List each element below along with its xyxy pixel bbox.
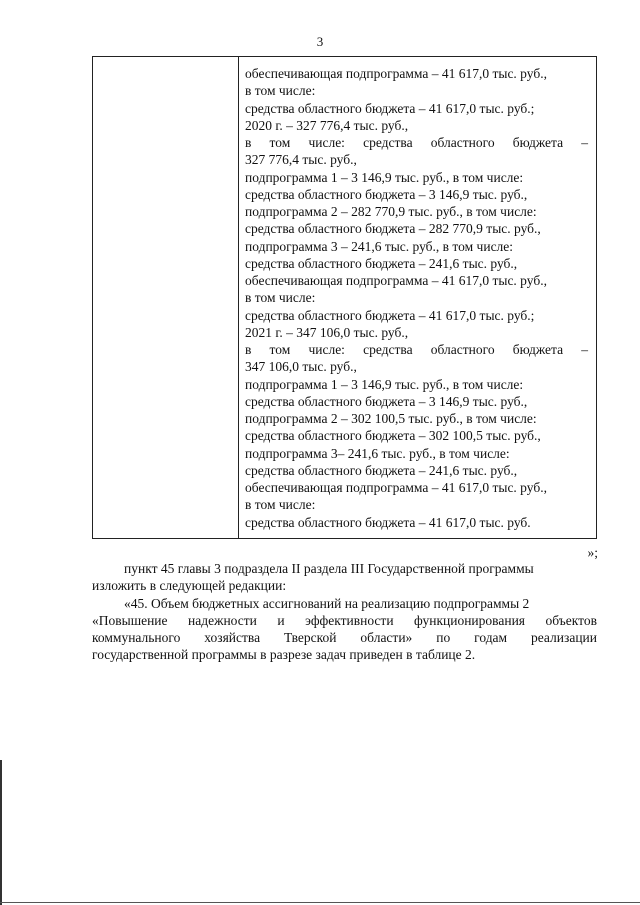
table-cell-line: средства областного бюджета – 241,6 тыс. руб., bbox=[245, 462, 518, 478]
table-cell-line: обеспечивающая подпрограмма – 41 617,0 тыс. руб., bbox=[245, 273, 547, 288]
table-cell-line: средства областного бюджета – 282 770,9 тыс. руб., bbox=[245, 221, 541, 237]
table-cell-line: в том числе: средства областного бюджета – bbox=[245, 135, 588, 150]
table-cell-line: 2020 г. – 327 776,4 тыс. руб., bbox=[245, 117, 409, 133]
paragraph-line: «45. Объем бюджетных ассигнований на реализацию подпрограммы 2 bbox=[124, 595, 530, 611]
table-cell-line: в том числе: bbox=[245, 83, 316, 99]
table-cell-line: в том числе: средства областного бюджета – bbox=[245, 342, 588, 357]
table-cell-line: средства областного бюджета – 41 617,0 тыс. руб.; bbox=[245, 100, 535, 116]
table-cell-line: обеспечивающая подпрограмма – 41 617,0 тыс. руб., bbox=[245, 480, 547, 495]
closing-quote: »; bbox=[587, 545, 598, 560]
table-column-divider bbox=[238, 57, 239, 538]
table-cell-line: 327 776,4 тыс. руб., bbox=[245, 152, 357, 168]
table-cell-line: средства областного бюджета – 41 617,0 тыс. руб.; bbox=[245, 307, 535, 323]
table-cell-line: подпрограмма 2 – 282 770,9 тыс. руб., в том числе: bbox=[245, 204, 537, 219]
table-cell-line: обеспечивающая подпрограмма – 41 617,0 тыс. руб., bbox=[245, 66, 547, 81]
budget-table bbox=[92, 56, 597, 539]
paragraph-line: пункт 45 главы 3 подраздела II раздела III Государственной программы bbox=[124, 561, 534, 576]
table-cell-line: подпрограмма 3– 241,6 тыс. руб., в том числе: bbox=[245, 445, 510, 461]
table-cell-line: средства областного бюджета – 41 617,0 тыс. руб. bbox=[245, 514, 531, 530]
page-number: 3 bbox=[316, 34, 324, 49]
table-cell-line: 2021 г. – 347 106,0 тыс. руб., bbox=[245, 324, 409, 340]
table-cell-line: 347 106,0 тыс. руб., bbox=[245, 359, 357, 375]
paragraph-line: государственной программы в разрезе задач приведен в таблице 2. bbox=[92, 647, 476, 663]
scan-edge-line bbox=[0, 760, 2, 905]
table-cell-line: средства областного бюджета – 302 100,5 тыс. руб., bbox=[245, 428, 541, 444]
table-cell-line: средства областного бюджета – 241,6 тыс. руб., bbox=[245, 255, 518, 271]
table-cell-line: в том числе: bbox=[245, 290, 316, 306]
paragraph-line: коммунального хозяйства Тверской области» по годам реализации bbox=[92, 630, 597, 645]
table-cell-line: средства областного бюджета – 3 146,9 тыс. руб., bbox=[245, 393, 528, 409]
table-cell-line: подпрограмма 1 – 3 146,9 тыс. руб., в том числе: bbox=[245, 169, 524, 185]
body-text bbox=[92, 560, 597, 664]
table-cell-line: в том числе: bbox=[245, 497, 316, 513]
table-cell-line: подпрограмма 1 – 3 146,9 тыс. руб., в том числе: bbox=[245, 376, 524, 392]
table-cell-line: средства областного бюджета – 3 146,9 тыс. руб., bbox=[245, 186, 528, 202]
scan-bottom-edge bbox=[0, 902, 640, 903]
table-cell-line: подпрограмма 2 – 302 100,5 тыс. руб., в том числе: bbox=[245, 411, 537, 426]
table-right-cell bbox=[245, 65, 588, 531]
paragraph-line: изложить в следующей редакции: bbox=[92, 578, 287, 594]
paragraph-line: «Повышение надежности и эффективности функционирования объектов bbox=[92, 612, 597, 628]
table-cell-line: подпрограмма 3 – 241,6 тыс. руб., в том числе: bbox=[245, 238, 514, 254]
